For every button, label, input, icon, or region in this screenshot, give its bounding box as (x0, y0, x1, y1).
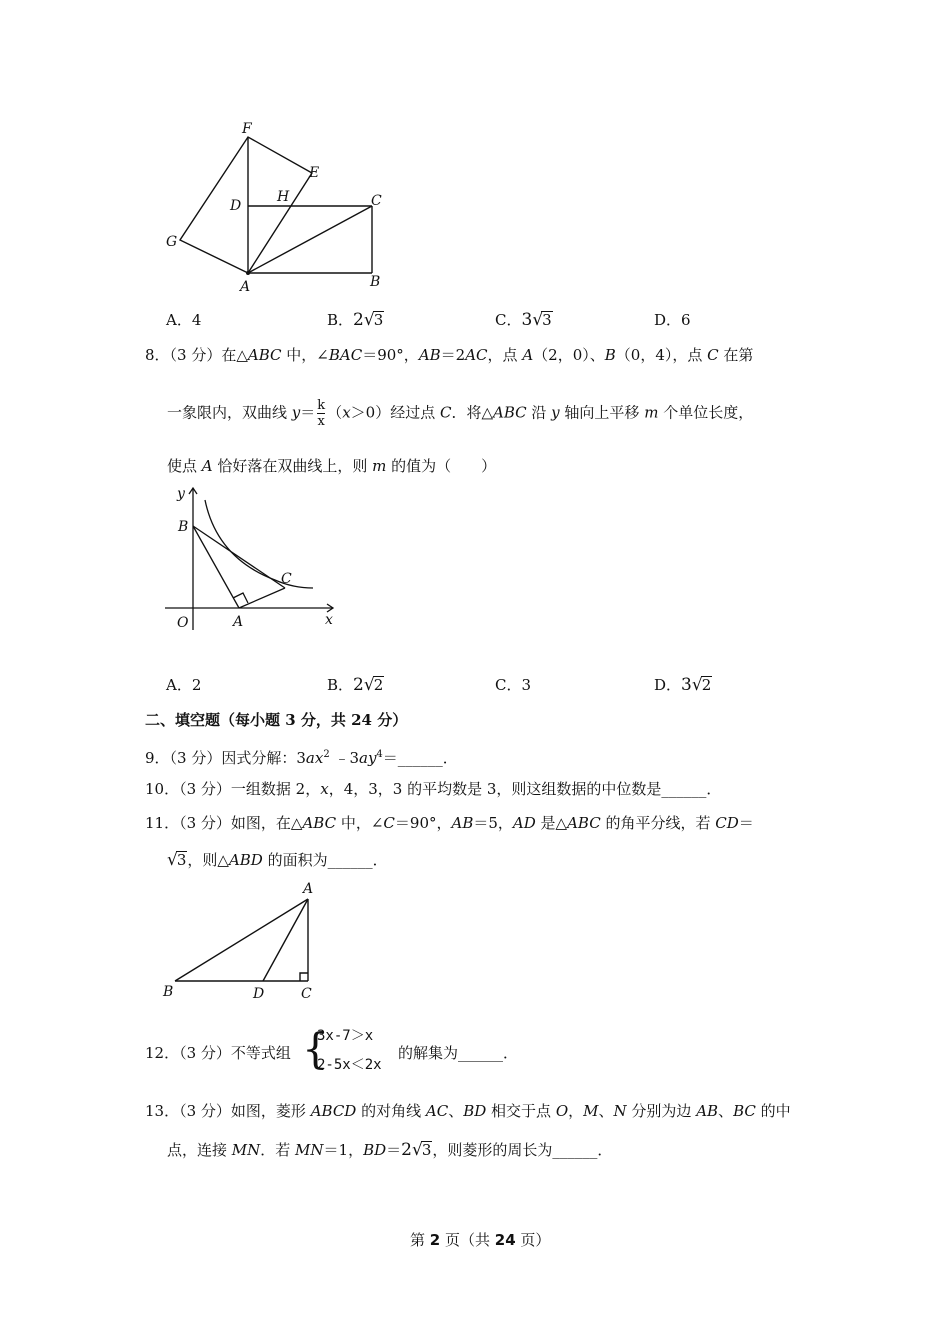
q8-figure (155, 480, 355, 640)
q8-label-y: y (177, 486, 185, 502)
q10: 10．（3 分）一组数据 2，x，4，3，3 的平均数是 3，则这组数据的中位数是______． (145, 780, 722, 798)
q11-label-A: A (303, 881, 314, 897)
q7-label-G: G (166, 234, 178, 250)
q7-option-a: A．4 (166, 311, 202, 329)
q7-label-H: H (277, 189, 290, 205)
page-number: 2 (429, 1231, 441, 1249)
q8-option-d: D．3√2 (654, 675, 712, 695)
q11-line2: √3，则△ABD 的面积为______． (167, 850, 388, 870)
q12-brace: { (302, 1024, 329, 1073)
q11-label-D: D (253, 986, 265, 1002)
page-footer: 第 2 页（共 24 页） (410, 1231, 551, 1249)
q11-figure (155, 875, 335, 1005)
q12-suffix: 的解集为______． (398, 1044, 519, 1062)
q8-option-a: A．2 (166, 676, 202, 694)
q12-prefix: 12．（3 分）不等式组 (145, 1044, 291, 1062)
q7-figure (150, 115, 410, 300)
q12-inequality-1: 3x-7＞x (317, 1028, 374, 1044)
q7-label-F: F (242, 121, 252, 137)
q11-label-B: B (163, 984, 174, 1000)
q8-option-b: B．2√2 (327, 675, 384, 695)
q11-label-C: C (301, 986, 312, 1002)
q8-fraction: $\frac{k}{x}$ (317, 398, 326, 429)
page-total: 24 (494, 1231, 516, 1249)
q7-label-D: D (230, 198, 242, 214)
q8-label-O: O (177, 615, 189, 631)
section-title: 二、填空题（每小题 3 分，共 24 分） (145, 711, 408, 729)
q7-label-B: B (370, 274, 381, 290)
q8-label-C: C (281, 571, 292, 587)
q9: 9．（3 分）因式分解：$3ax^2$ $﹣3ay^4=\_\_\_\_\_\_$． (145, 749, 458, 767)
q11-line1: 11．（3 分）如图，在△ABC 中，∠C＝90°，AB＝5，AD 是△ABC 的角平分线，若 CD＝ (145, 814, 754, 832)
q13-line2: 点，连接 MN．若 MN＝1，BD＝2√3，则菱形的周长为______． (167, 1140, 613, 1160)
q7-label-E: E (309, 165, 320, 181)
q7-option-d: D．6 (654, 311, 691, 329)
q8-line1: 8．（3 分）在△ABC 中，∠BAC＝90°，AB＝2AC，点 A（2，0）、B（0，4），点 C 在第 (145, 346, 754, 364)
q8-label-A: A (233, 614, 244, 630)
q7-option-c: C．3√3 (495, 310, 552, 330)
q12-inequality-2: 2-5x＜2x (317, 1057, 382, 1073)
q7-label-A: A (240, 279, 251, 295)
q13-line1: 13．（3 分）如图，菱形 ABCD 的对角线 AC、BD 相交于点 O，M、N 分别为边 AB、BC 的中 (145, 1102, 791, 1120)
q8-label-x: x (325, 612, 333, 628)
q7-label-C: C (371, 193, 382, 209)
q8-line3: 使点 A 恰好落在双曲线上，则 m 的值为（ ） (167, 457, 497, 475)
q8-line2: 一象限内，双曲线 y＝ $\frac{k}{x}$ （x＞0）经过点 C．将△ABC 沿 y 轴向上平移 m 个单位长度， (167, 398, 754, 429)
q7-option-b: B．2√3 (327, 310, 384, 330)
q8-label-B: B (178, 519, 189, 535)
q8-option-c: C．3 (495, 676, 532, 694)
